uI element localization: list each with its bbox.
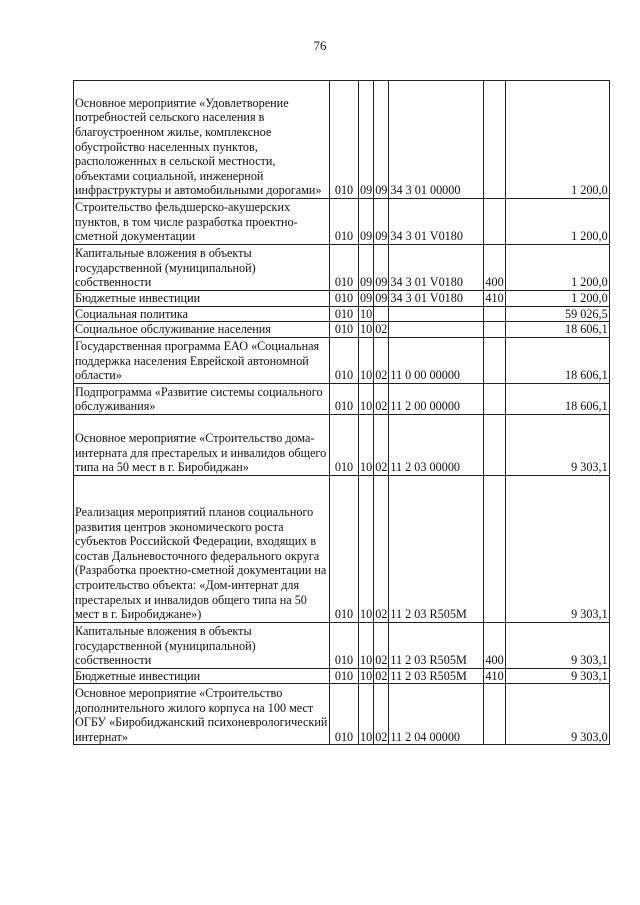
row-name-cell: Основное мероприятие «Удовлетворение потребностей сельского населения в благоустроенном жилье, комплексное обустройство населенных пунктов, расположенных в сельской местности, объектами социальной, инженерной инфраструктуры и автомобильными дорогами»	[74, 81, 330, 199]
subsection-code-cell: 02	[374, 337, 389, 383]
amount-cell: 1 200,0	[505, 81, 609, 199]
ministry-code-cell: 010	[330, 322, 359, 338]
ministry-code-cell: 010	[330, 306, 359, 322]
ministry-code-cell: 010	[330, 81, 359, 199]
subsection-code-cell	[374, 306, 389, 322]
table-row	[74, 684, 610, 745]
ministry-code-cell: 010	[330, 383, 359, 414]
target-article-cell: 11 0 00 00000	[389, 337, 484, 383]
expense-type-cell: 400	[484, 622, 505, 668]
section-code-cell: 10	[360, 306, 373, 321]
section-code-cell: 10	[359, 414, 374, 475]
amount-cell: 9 303,1	[505, 414, 609, 475]
amount-cell: 9 303,1	[505, 622, 609, 668]
amount-cell: 59 026,5	[505, 306, 609, 322]
section-code-cell: 10	[359, 622, 374, 668]
ministry-code-cell: 010	[330, 668, 359, 684]
amount-cell: 18 606,1	[505, 322, 609, 338]
target-article-cell: 11 2 04 00000	[389, 684, 484, 745]
expense-type-cell	[484, 306, 505, 322]
section-code-cell: 09	[359, 245, 374, 291]
target-article-cell: 11 2 03 R505M	[389, 475, 484, 622]
subsection-code-cell: 02	[374, 622, 389, 668]
target-article-cell: 34 3 01 V0180	[389, 291, 484, 307]
expense-type-cell	[484, 81, 505, 199]
ministry-code-cell: 010	[330, 684, 359, 745]
row-name-cell: Подпрограмма «Развитие системы социального обслуживания»	[74, 383, 330, 414]
subsection-code-cell: 02	[374, 475, 389, 622]
row-name-cell: Реализация мероприятий планов социального развития центров экономического роста субъектов Российской Федерации, входящих в состав Дальневосточного федерального округа (Разработка проектно-сметной документации на строительство объекта: «Дом-интернат для престарелых и инвалидов общего типа на 50 мест в г. Биробиджане»)	[74, 475, 330, 622]
section-code-cell: 10	[359, 337, 374, 383]
expense-type-cell	[484, 414, 505, 475]
table-row	[74, 622, 610, 668]
target-article-cell	[389, 306, 484, 322]
subsection-code-cell: 09	[374, 81, 389, 199]
amount-cell: 9 303,1	[505, 475, 609, 622]
row-name-cell: Капитальные вложения в объекты государственной (муниципальной) собственности	[74, 622, 330, 668]
expense-type-cell: 410	[485, 291, 504, 305]
table-row	[74, 322, 610, 338]
subsection-code-cell: 02	[374, 383, 389, 414]
target-article-cell: 11 2 03 00000	[389, 414, 484, 475]
expense-type-cell	[484, 199, 505, 245]
subsection-code-cell: 02	[375, 322, 388, 337]
section-code-cell: 10	[360, 668, 373, 683]
target-article-cell: 11 2 03 R505M	[389, 622, 484, 668]
section-code-cell: 09	[359, 81, 374, 199]
section-code-cell: 10	[359, 684, 374, 745]
amount-cell: 9 303,1	[505, 668, 609, 684]
table-row	[74, 414, 610, 475]
section-code-cell: 10	[359, 475, 374, 622]
amount-cell: 18 606,1	[505, 337, 609, 383]
table-row	[74, 475, 610, 622]
amount-cell: 9 303,0	[505, 684, 609, 745]
budget-table-body	[74, 81, 610, 745]
section-code-cell: 09	[359, 199, 374, 245]
page-number: 76	[313, 38, 327, 53]
amount-cell: 1 200,0	[505, 199, 609, 245]
subsection-code-cell: 02	[374, 684, 389, 745]
ministry-code-cell: 010	[330, 291, 359, 307]
target-article-cell	[389, 322, 484, 338]
row-name-cell: Основное мероприятие «Строительство дома-интерната для престарелых и инвалидов общего типа на 50 мест в г. Биробиджан»	[74, 414, 330, 475]
subsection-code-cell: 09	[375, 291, 388, 305]
ministry-code-cell: 010	[330, 199, 359, 245]
section-code-cell: 10	[359, 383, 374, 414]
table-row	[74, 383, 610, 414]
amount-cell: 18 606,1	[505, 383, 609, 414]
expense-type-cell	[484, 684, 505, 745]
expense-type-cell	[484, 322, 505, 338]
ministry-code-cell: 010	[330, 337, 359, 383]
subsection-code-cell: 02	[375, 668, 388, 683]
table-row	[74, 668, 610, 684]
expense-type-cell: 400	[484, 245, 505, 291]
target-article-cell: 34 3 01 00000	[389, 81, 484, 199]
row-name-cell: Социальное обслуживание населения	[74, 322, 330, 338]
target-article-cell: 34 3 01 V0180	[389, 245, 484, 291]
row-name-cell: Бюджетные инвестиции	[74, 291, 330, 307]
row-name-cell: Капитальные вложения в объекты государственной (муниципальной) собственности	[74, 245, 330, 291]
table-row	[74, 81, 610, 199]
row-name-cell: Социальная политика	[74, 306, 330, 322]
subsection-code-cell: 09	[374, 199, 389, 245]
table-row	[74, 306, 610, 322]
row-name-cell: Основное мероприятие «Строительство дополнительного жилого корпуса на 100 мест ОГБУ «Биробиджанский психоневрологический интернат»	[74, 684, 330, 745]
expense-type-cell	[484, 383, 505, 414]
subsection-code-cell: 09	[374, 245, 389, 291]
expense-type-cell	[484, 475, 505, 622]
section-code-cell: 10	[360, 322, 373, 337]
table-row	[74, 337, 610, 383]
section-code-cell: 09	[360, 291, 373, 305]
expense-type-cell	[484, 337, 505, 383]
ministry-code-cell: 010	[330, 475, 359, 622]
table-row	[74, 291, 610, 307]
table-row	[74, 245, 610, 291]
amount-cell: 1 200,0	[505, 291, 609, 307]
expense-type-cell: 410	[485, 668, 504, 683]
amount-cell: 1 200,0	[505, 245, 609, 291]
table-row	[74, 199, 610, 245]
ministry-code-cell: 010	[330, 414, 359, 475]
target-article-cell: 34 3 01 V0180	[389, 199, 484, 245]
row-name-cell: Государственная программа ЕАО «Социальная поддержка населения Еврейской автономной области»	[74, 337, 330, 383]
target-article-cell: 11 2 00 00000	[389, 383, 484, 414]
ministry-code-cell: 010	[330, 245, 359, 291]
budget-table	[73, 80, 610, 745]
row-name-cell: Бюджетные инвестиции	[74, 668, 330, 684]
subsection-code-cell: 02	[374, 414, 389, 475]
row-name-cell: Строительство фельдшерско-акушерских пунктов, в том числе разработка проектно-сметной документации	[74, 199, 330, 245]
ministry-code-cell: 010	[330, 622, 359, 668]
target-article-cell: 11 2 03 R505M	[389, 668, 484, 684]
